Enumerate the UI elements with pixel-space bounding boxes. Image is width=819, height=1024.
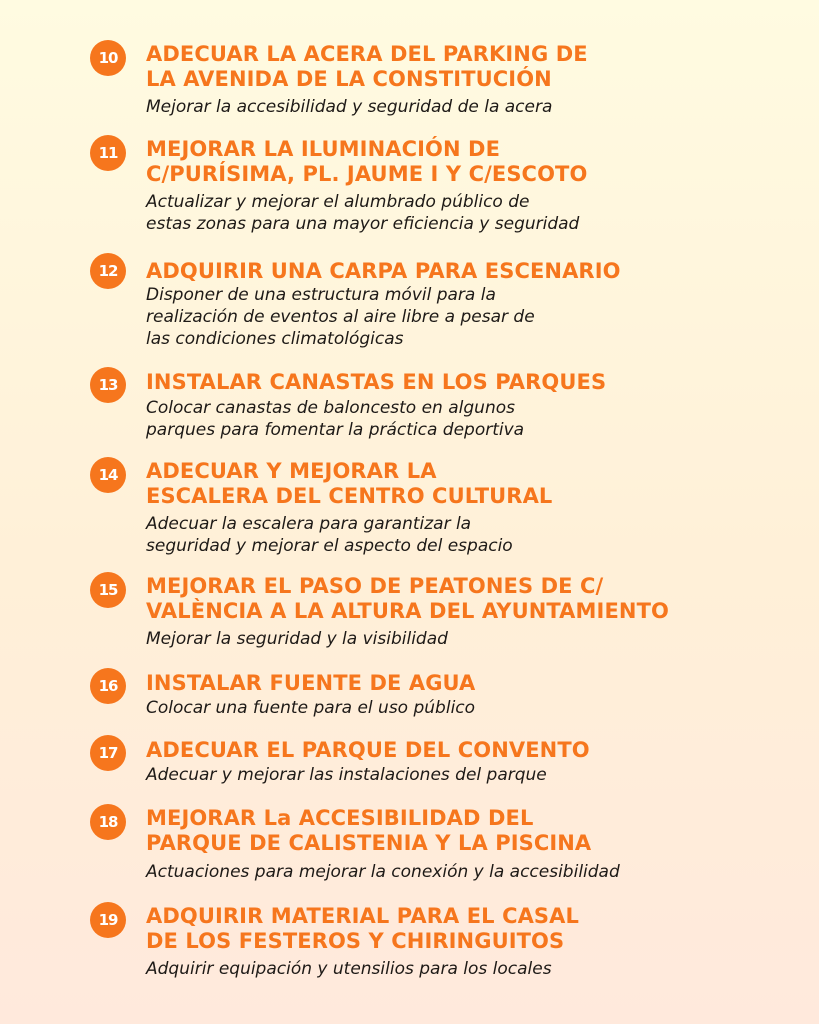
item-title <box>146 459 552 509</box>
item-title <box>146 738 590 763</box>
item-description <box>146 861 620 883</box>
item-title-line: INSTALAR CANASTAS EN LOS PARQUES <box>146 370 607 394</box>
item-title-line: MEJORAR LA ILUMINACIÓN DE <box>146 137 501 161</box>
item-description-line: Mejorar la seguridad y la visibilidad <box>146 629 448 649</box>
item-title <box>146 42 588 92</box>
item-number-badge: 19 <box>90 902 126 938</box>
item-title <box>146 574 669 624</box>
item-title-line: INSTALAR FUENTE DE AGUA <box>146 671 476 695</box>
item-title <box>146 259 621 284</box>
item-title <box>146 370 606 395</box>
item-title-line: MEJORAR EL PASO DE PEATONES DE C/ <box>146 574 604 598</box>
item-number-badge: 16 <box>90 668 126 704</box>
item-description-line: estas zonas para una mayor eficiencia y seguridad <box>146 214 580 234</box>
item-title-line: PARQUE DE CALISTENIA Y LA PISCINA <box>146 831 592 855</box>
item-title-line: ADECUAR LA ACERA DEL PARKING DE <box>146 42 588 66</box>
item-description <box>146 284 535 350</box>
item-number-badge: 12 <box>90 253 126 289</box>
item-title <box>146 904 579 954</box>
item-description <box>146 513 513 557</box>
item-description-line: Adecuar la escalera para garantizar la <box>146 514 472 534</box>
item-number-badge: 18 <box>90 804 126 840</box>
item-description <box>146 397 524 441</box>
item-description <box>146 96 552 118</box>
item-description-line: Disponer de una estructura móvil para la <box>146 285 496 305</box>
item-title <box>146 806 591 856</box>
item-title <box>146 137 587 187</box>
item-description-line: Colocar una fuente para el uso público <box>146 698 476 718</box>
item-description-line: Adecuar y mejorar las instalaciones del parque <box>146 765 547 785</box>
item-title-line: C/PURÍSIMA, PL. JAUME I Y C/ESCOTO <box>146 162 588 186</box>
item-number-badge: 10 <box>90 40 126 76</box>
item-description-line: realización de eventos al aire libre a pesar de <box>146 307 535 327</box>
item-title-line: LA AVENIDA DE LA CONSTITUCIÓN <box>146 67 552 91</box>
item-title-line: ADECUAR Y MEJORAR LA <box>146 459 437 483</box>
item-number-badge: 11 <box>90 135 126 171</box>
item-title-line: ADQUIRIR UNA CARPA PARA ESCENARIO <box>146 259 621 283</box>
item-number-badge: 15 <box>90 572 126 608</box>
item-description <box>146 764 547 786</box>
item-title-line: VALÈNCIA A LA ALTURA DEL AYUNTAMIENTO <box>146 599 669 623</box>
item-title-line: MEJORAR La ACCESIBILIDAD DEL <box>146 806 534 830</box>
item-description-line: seguridad y mejorar el aspecto del espacio <box>146 536 513 556</box>
item-description <box>146 958 552 980</box>
item-title <box>146 671 475 696</box>
item-title-line: ESCALERA DEL CENTRO CULTURAL <box>146 484 553 508</box>
item-description-line: Actualizar y mejorar el alumbrado público de <box>146 192 530 212</box>
item-number-badge: 17 <box>90 735 126 771</box>
item-description-line: Mejorar la accesibilidad y seguridad de la acera <box>146 97 553 117</box>
item-title-line: DE LOS FESTEROS Y CHIRINGUITOS <box>146 929 565 953</box>
item-description-line: Colocar canastas de baloncesto en algunos <box>146 398 515 418</box>
item-description-line: parques para fomentar la práctica deportiva <box>146 420 525 440</box>
item-description <box>146 697 475 719</box>
item-description <box>146 191 579 235</box>
item-description-line: Actuaciones para mejorar la conexión y la accesibilidad <box>146 862 620 882</box>
item-number-badge: 13 <box>90 367 126 403</box>
item-title-line: ADECUAR EL PARQUE DEL CONVENTO <box>146 738 590 762</box>
item-number-badge: 14 <box>90 457 126 493</box>
item-description-line: Adquirir equipación y utensilios para los locales <box>146 959 552 979</box>
item-description <box>146 628 448 650</box>
item-description-line: las condiciones climatológicas <box>146 329 404 349</box>
item-title-line: ADQUIRIR MATERIAL PARA EL CASAL <box>146 904 579 928</box>
